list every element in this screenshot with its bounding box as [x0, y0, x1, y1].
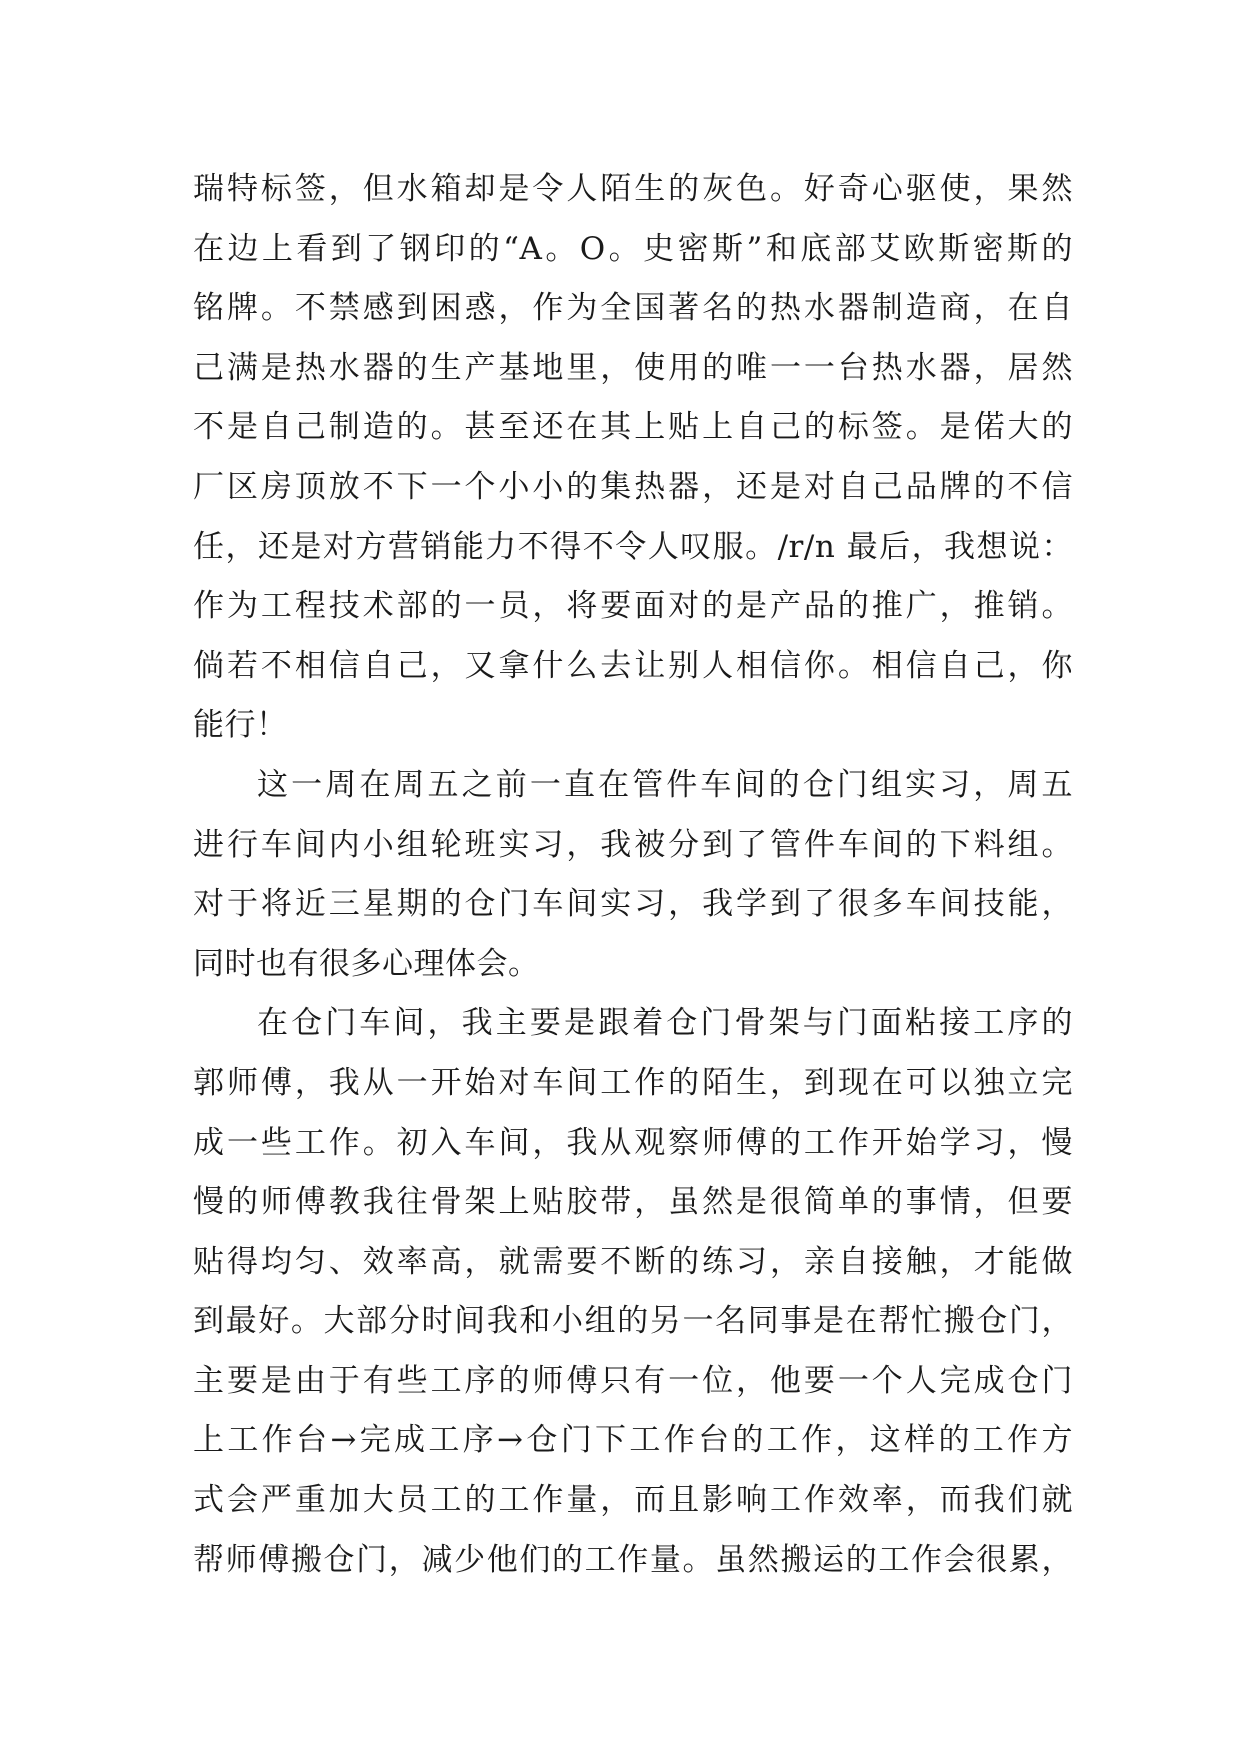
text-line: 任，还是对方营销能力不得不令人叹服。/r/n 最后，我想说：	[193, 528, 1073, 565]
text-line: 同时也有很多心理体会。	[193, 945, 540, 982]
text-line: 成一些工作。初入车间，我从观察师傅的工作开始学习，慢	[193, 1124, 1073, 1161]
text-line: 作为工程技术部的一员，将要面对的是产品的推广，推销。	[193, 588, 1073, 625]
text-line: 慢的师傅教我往骨架上贴胶带，虽然是很简单的事情，但要	[193, 1184, 1073, 1221]
text-line: 在边上看到了钢印的“A。O。史密斯”和底部艾欧斯密斯的	[193, 230, 1073, 267]
text-line: 式会严重加大员工的工作量，而且影响工作效率，而我们就	[193, 1482, 1073, 1519]
text-line: 上工作台→完成工序→仓门下工作台的工作，这样的工作方	[193, 1422, 1073, 1459]
document-body	[193, 160, 1073, 1590]
text-line: 到最好。大部分时间我和小组的另一名同事是在帮忙搬仓门，	[193, 1303, 1073, 1340]
text-line: 帮师傅搬仓门，减少他们的工作量。虽然搬运的工作会很累，	[193, 1541, 1073, 1578]
text-line: 在仓门车间，我主要是跟着仓门骨架与门面粘接工序的	[257, 1005, 1073, 1042]
text-line: 不是自己制造的。甚至还在其上贴上自己的标签。是偌大的	[193, 409, 1073, 446]
text-line: 对于将近三星期的仓门车间实习，我学到了很多车间技能，	[193, 886, 1073, 923]
text-line: 这一周在周五之前一直在管件车间的仓门组实习，周五	[257, 766, 1073, 803]
text-line: 主要是由于有些工序的师傅只有一位，他要一个人完成仓门	[193, 1362, 1073, 1399]
text-line: 贴得均匀、效率高，就需要不断的练习，亲自接触，才能做	[193, 1243, 1073, 1280]
text-line: 倘若不相信自己，又拿什么去让别人相信你。相信自己，你	[193, 647, 1073, 684]
text-line: 铭牌。不禁感到困惑，作为全国著名的热水器制造商，在自	[193, 290, 1073, 327]
text-line: 郭师傅，我从一开始对车间工作的陌生，到现在可以独立完	[193, 1064, 1073, 1101]
text-line: 厂区房顶放不下一个小小的集热器，还是对自己品牌的不信	[193, 468, 1073, 505]
text-line: 己满是热水器的生产基地里，使用的唯一一台热水器，居然	[193, 349, 1073, 386]
text-line: 瑞特标签，但水箱却是令人陌生的灰色。好奇心驱使，果然	[193, 171, 1073, 207]
text-line: 能行！	[193, 707, 288, 744]
text-line: 进行车间内小组轮班实习，我被分到了管件车间的下料组。	[193, 826, 1073, 863]
